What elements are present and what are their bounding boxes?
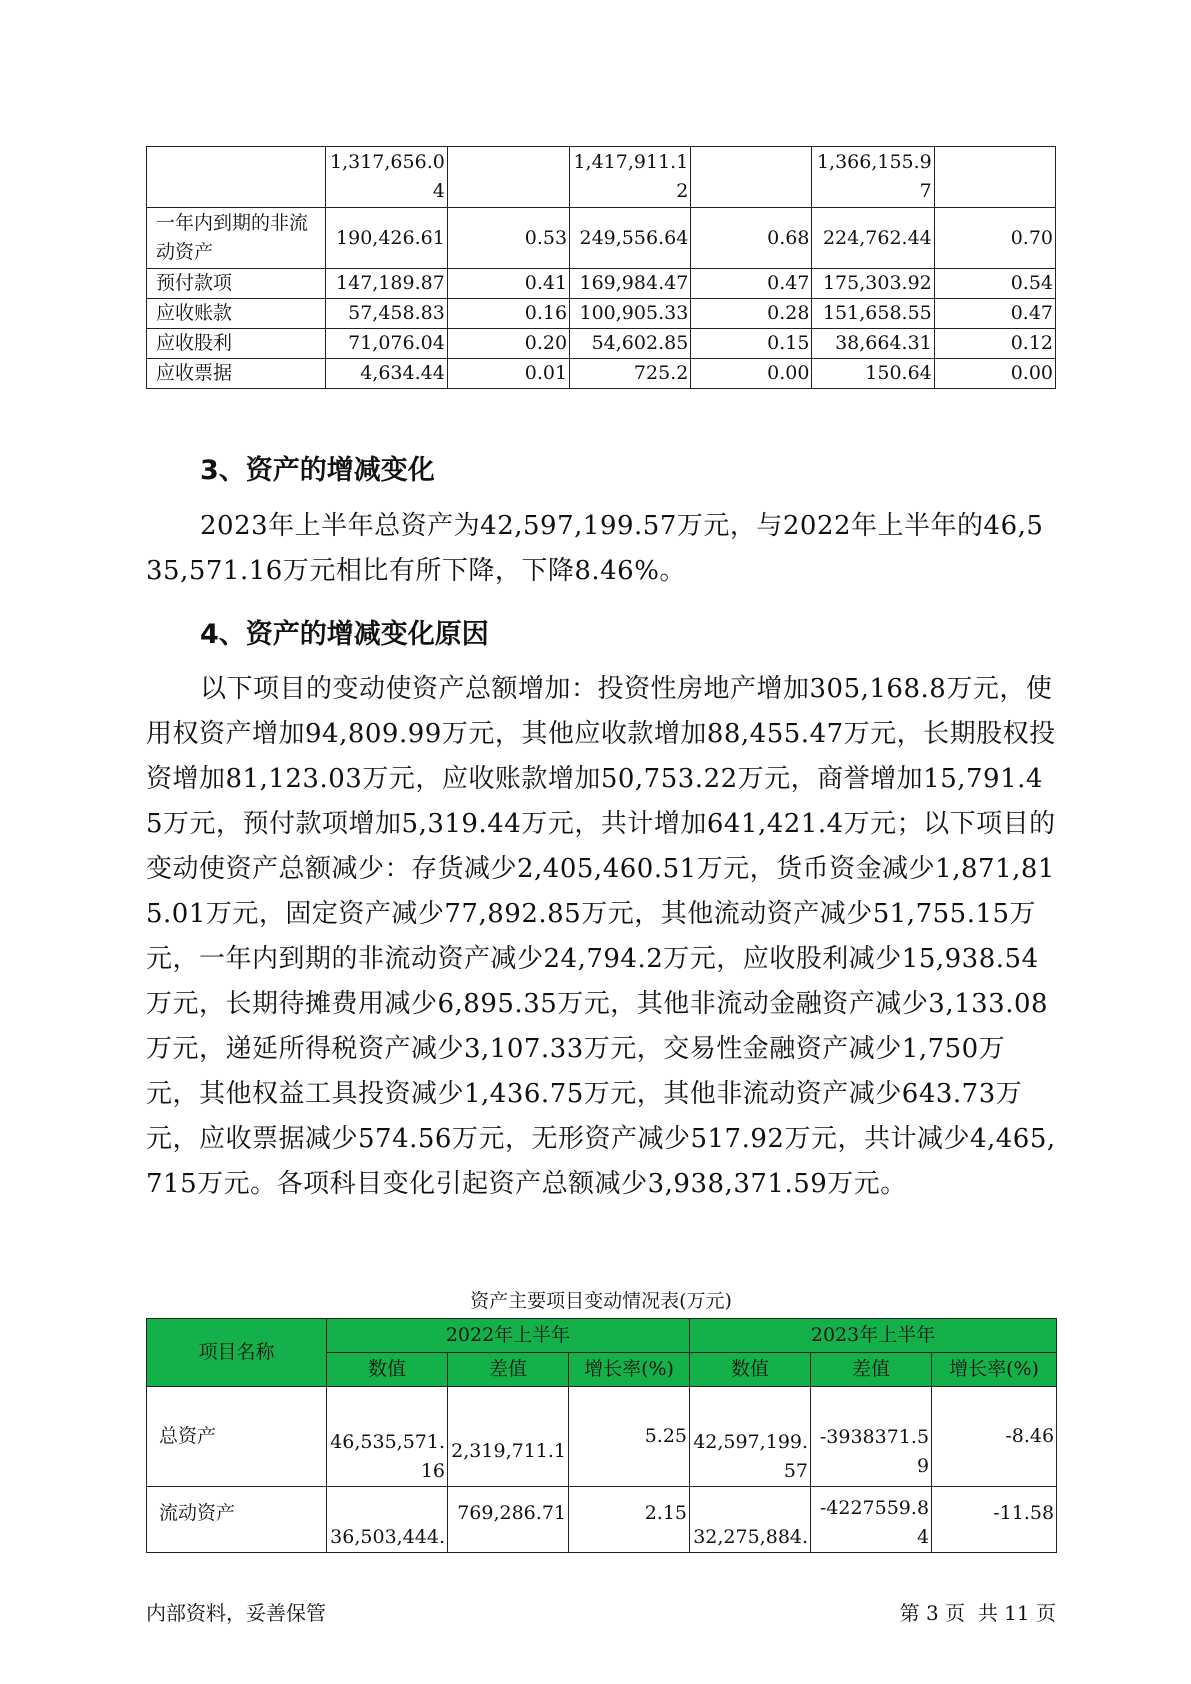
table-row bbox=[147, 1387, 1057, 1487]
cell-rate: 5.25 bbox=[569, 1387, 690, 1487]
cell-value: 190,426.61 bbox=[325, 208, 447, 269]
cell-value: 1,417,911.12 bbox=[570, 147, 691, 208]
table-row bbox=[147, 147, 1056, 208]
cell-rate: -11.58 bbox=[932, 1487, 1057, 1553]
cell-percent: 0.54 bbox=[934, 269, 1055, 299]
cell-value: 36,503,444. bbox=[327, 1487, 448, 1553]
cell-value: 169,984.47 bbox=[570, 269, 691, 299]
footer-confidential-note: 内部资料，妥善保管 bbox=[146, 1601, 326, 1625]
table-row bbox=[147, 1487, 1057, 1553]
cell-value: 71,076.04 bbox=[325, 329, 447, 359]
header-rate: 增长率(%) bbox=[569, 1353, 690, 1387]
cell-value: 1,317,656.04 bbox=[325, 147, 447, 208]
cell-percent: 0.16 bbox=[447, 299, 569, 329]
row-label: 总资产 bbox=[147, 1387, 327, 1487]
cell-percent: 0.01 bbox=[447, 359, 569, 389]
header-value: 数值 bbox=[327, 1353, 448, 1387]
section-heading-3: 3、资产的增减变化 bbox=[200, 455, 435, 486]
cell-value: 249,556.64 bbox=[570, 208, 691, 269]
cell-diff: 769,286.71 bbox=[448, 1487, 569, 1553]
header-year-2022: 2022年上半年 bbox=[327, 1319, 690, 1353]
cell-value: 42,597,199.57 bbox=[690, 1387, 811, 1487]
cell-percent: 0.00 bbox=[691, 359, 812, 389]
header-diff: 差值 bbox=[811, 1353, 932, 1387]
cell-value: 54,602.85 bbox=[570, 329, 691, 359]
table-row bbox=[147, 269, 1056, 299]
header-rate: 增长率(%) bbox=[932, 1353, 1057, 1387]
cell-percent: 0.53 bbox=[447, 208, 569, 269]
cell-percent: 0.15 bbox=[691, 329, 812, 359]
section-paragraph-3: 2023年上半年总资产为42,597,199.57万元，与2022年上半年的46,535,571.16万元相比有所下降，下降8.46%。 bbox=[146, 511, 1044, 586]
row-label bbox=[147, 147, 326, 208]
row-label: 应收票据 bbox=[147, 359, 326, 389]
cell-percent: 0.70 bbox=[934, 208, 1055, 269]
cell-percent: 0.12 bbox=[934, 329, 1055, 359]
cell-percent: 0.00 bbox=[934, 359, 1055, 389]
cell-value: 725.2 bbox=[570, 359, 691, 389]
cell-percent: 0.68 bbox=[691, 208, 812, 269]
cell-value: 57,458.83 bbox=[325, 299, 447, 329]
footer-page-number: 第 3 页 共 11 页 bbox=[899, 1601, 1056, 1625]
cell-value: 38,664.31 bbox=[812, 329, 934, 359]
cell-value: 175,303.92 bbox=[812, 269, 934, 299]
cell-percent: 0.28 bbox=[691, 299, 812, 329]
cell-value: 147,189.87 bbox=[325, 269, 447, 299]
cell-percent: 0.20 bbox=[447, 329, 569, 359]
cell-diff: -4227559.84 bbox=[811, 1487, 932, 1553]
cell-rate: -8.46 bbox=[932, 1387, 1057, 1487]
header-diff: 差值 bbox=[448, 1353, 569, 1387]
table-row bbox=[147, 299, 1056, 329]
row-label: 一年内到期的非流动资产 bbox=[147, 208, 326, 269]
cell-value: 150.64 bbox=[812, 359, 934, 389]
asset-change-table bbox=[146, 1318, 1057, 1553]
cell-value: 1,366,155.97 bbox=[812, 147, 934, 208]
row-label: 应收账款 bbox=[147, 299, 326, 329]
header-year-2023: 2023年上半年 bbox=[690, 1319, 1057, 1353]
cell-percent: 0.47 bbox=[691, 269, 812, 299]
cell-value: 100,905.33 bbox=[570, 299, 691, 329]
cell-value: 224,762.44 bbox=[812, 208, 934, 269]
cell-percent: 0.41 bbox=[447, 269, 569, 299]
section-heading-4: 4、资产的增减变化原因 bbox=[200, 619, 489, 650]
cell-value: 4,634.44 bbox=[325, 359, 447, 389]
section-paragraph-4: 以下项目的变动使资产总额增加：投资性房地产增加305,168.8万元，使用权资产增加94,809.99万元，其他应收款增加88,455.47万元，长期股权投资增加81,123.03万元，应收账款增加50,753.22万元，商誉增加15,791.45万元，预付款项增加5,319.44万元，共计增加641,421.4万元；以下项目的变动使资产总额减少：存货减少2,405,460.51万元，货币资金减少1,871,815.01万元，固定资产减少77,892.85万元，其他流动资产减少51,755.15万元，一年内到期的非流动资产减少24,794.2万元，应收股利减少15,938.54万元，长期待摊费用减少6,895.35万元，其他非流动金融资产减少3,133.08万元，递延所得税资产减少3,107.33万元，交易性金融资产减少1,750万元，其他权益工具投资减少1,436.75万元，其他非流动资产减少643.73万元，应收票据减少574.56万元，无形资产减少517.92万元，共计减少4,465,715万元。各项科目变化引起资产总额减少3,938,371.59万元。 bbox=[146, 674, 1056, 1199]
row-label: 应收股利 bbox=[147, 329, 326, 359]
cell-percent bbox=[691, 147, 812, 208]
cell-rate: 2.15 bbox=[569, 1487, 690, 1553]
row-label: 流动资产 bbox=[147, 1487, 327, 1553]
header-item-name: 项目名称 bbox=[147, 1319, 327, 1387]
cell-percent bbox=[934, 147, 1055, 208]
cell-diff: -3938371.59 bbox=[811, 1387, 932, 1487]
cell-value: 151,658.55 bbox=[812, 299, 934, 329]
cell-percent bbox=[447, 147, 569, 208]
row-label: 预付款项 bbox=[147, 269, 326, 299]
table-row bbox=[147, 329, 1056, 359]
cell-percent: 0.47 bbox=[934, 299, 1055, 329]
cell-value: 46,535,571.16 bbox=[327, 1387, 448, 1487]
table-header-row bbox=[147, 1319, 1057, 1353]
asset-detail-table bbox=[146, 146, 1056, 389]
cell-value: 32,275,884. bbox=[690, 1487, 811, 1553]
header-value: 数值 bbox=[690, 1353, 811, 1387]
table-row bbox=[147, 359, 1056, 389]
table-row bbox=[147, 208, 1056, 269]
cell-diff: 2,319,711.1 bbox=[448, 1387, 569, 1487]
table-caption: 资产主要项目变动情况表(万元) bbox=[470, 1290, 732, 1312]
